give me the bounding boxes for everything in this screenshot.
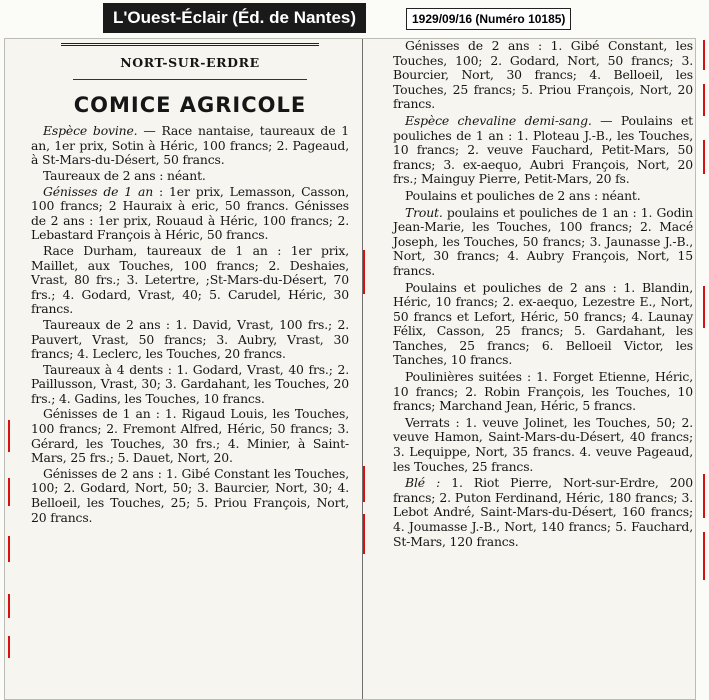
paragraph: Poulains et pouliches de 2 ans : 1. Blandin, Héric, 10 francs; 2. ex-aequo, Lezestre E., Nort, 50 francs et Lefort, Héric, 50 francs; 4. Launay Félix, Casson, 25 francs; 5. Gardahant, les Tanches, 25 francs; 6. Belloeil Victor, les Tanches, 10 francs. [393, 279, 693, 368]
paragraph: Trout. poulains et pouliches de 1 an : 1. Godin Jean-Marie, les Touches, 100 francs; 2. Macé Joseph, les Touches, 50 francs; 3. Jaunasse J.-B., Nort, 30 francs; 4. Aubry François, Nort, 15 francs. [393, 204, 693, 278]
paragraph: Génisses de 1 an : 1. Rigaud Louis, les Touches, 100 francs; 2. Fremont Alfred, Héric, 50 francs; 3. Gérard, les Touches, 30 frs.; 4. Minier, à Saint-Mars, 25 frs.; 5. Dauet, Nort, 20. [31, 406, 349, 466]
article-title: COMICE AGRICOLE [73, 92, 307, 117]
margin-mark [703, 84, 705, 116]
issue-date: 1929/09/16 (Numéro 10185) [406, 8, 571, 30]
newspaper-title: L'Ouest-Éclair (Éd. de Nantes) [103, 3, 366, 33]
column-divider [362, 39, 363, 699]
paragraph: Verrats : 1. veuve Jolinet, les Touches, 50; 2. veuve Hamon, Saint-Mars-du-Désert, 40 francs; 3. Lequippe, Nort, 35 francs. 4. veuve Pageaud, les Touches, 25 francs. [393, 414, 693, 474]
paragraph: Taureaux de 2 ans : 1. David, Vrast, 100 frs.; 2. Pauvert, Vrast, 50 francs; 3. Aubry, Vrast, 30 francs; 4. Leclerc, les Touches, 20 francs. [31, 316, 349, 362]
margin-mark [363, 466, 365, 502]
margin-mark [363, 514, 365, 554]
paragraph: Génisses de 2 ans : 1. Gibé Constant, les Touches, 100; 2. Godard, Nort, 50 francs; 3. Bourcier, Nort, 30 francs; 4. Belloeil, les Touches, 25 francs; 5. Priou François, Nort, 20 francs. [393, 38, 693, 112]
section-label: Trout. [405, 204, 443, 220]
newspaper-clipping [4, 38, 696, 700]
paragraph: Poulinières suitées : 1. Forget Etienne, Héric, 10 francs; 2. Robin François, les Touches, 10 francs; Marchand Jean, Héric, 5 francs. [393, 369, 693, 414]
paragraph: Génisses de 2 ans : 1. Gibé Constant les Touches, 100; 2. Godard, Nort, 50; 3. Baurcier, Nort, 30; 4. Belloeil, les Touches, 25; 5. Priou François, Nort, 20 francs. [31, 465, 349, 525]
left-column [31, 39, 349, 526]
paragraph: Taureaux à 4 dents : 1. Godard, Vrast, 40 frs.; 2. Paillusson, Vrast, 30; 3. Gardahant, les Touches, 20 frs.; 4. Gadins, les Touches, 10 francs. [31, 361, 349, 406]
article-place: NORT-SUR-ERDRE [120, 55, 260, 70]
margin-mark [703, 286, 705, 328]
margin-mark [363, 250, 365, 294]
paragraph: Race Durham, taureaux de 1 an : 1er prix, Maillet, aux Touches, 100 francs; 2. Deshaies, Vrast, 80 frs.; 3. Letertre, ;St-Mars-du-Désert, 70 frs.; 4. Godard, Vrast, 40; 5. Carudel, Héric, 30 francs. [31, 242, 349, 317]
margin-mark [8, 594, 10, 618]
paragraph: Espèce chevaline demi-sang. — Poulains et pouliches de 1 an : 1. Ploteau J.-B., les Touches, 10 francs; 2. veuve Fauchard, Petit-Mars, 50 francs; 3. ex-aequo, Aubri François, Nort, 20 frs.; Mainguy Pierre, Petit-Mars, 20 fs. [393, 112, 693, 187]
margin-mark [703, 532, 705, 580]
margin-mark [703, 474, 705, 518]
paragraph: Taureaux de 2 ans : néant. [43, 167, 206, 183]
margin-mark [8, 478, 10, 506]
right-column [393, 39, 693, 551]
section-label: Espèce chevaline demi-sang. [405, 112, 592, 128]
place-rule [73, 79, 307, 80]
margin-mark [8, 536, 10, 562]
gallica-header [0, 0, 709, 36]
margin-mark [8, 636, 10, 658]
margin-mark [8, 420, 10, 452]
section-label: Blé : [405, 475, 441, 491]
paragraph: Espèce bovine. — Race nantaise, taureaux de 1 an, 1er prix, Sotin à Héric, 100 francs; 2. Pageaud, à St-Mars-du-Désert, 50 francs. [31, 123, 349, 168]
paragraph: Blé : 1. Riot Pierre, Nort-sur-Erdre, 200 francs; 2. Puton Ferdinand, Héric, 180 francs; 3. Lebot André, Saint-Mars-du-Désert, 160 francs; 4. Joumasse J.-B., Nort, 140 francs; 5. Fauchard, St-Mars, 120 francs. [393, 475, 693, 549]
section-label: Génisses de 1 an [43, 183, 154, 199]
top-rule [61, 43, 319, 46]
section-label: Espèce bovine. [43, 123, 138, 139]
margin-mark [703, 140, 705, 174]
paragraph: Génisses de 1 an : 1er prix, Lemasson, Casson, 100 francs; 2 Hauraix à eric, 50 francs. Génisses de 2 ans : 1er prix, Rouaud à Héric, 100 francs; 2. Lebastard François à Héric, 50 francs. [31, 183, 350, 243]
margin-mark [703, 40, 705, 70]
paragraph: Poulains et pouliches de 2 ans : néant. [405, 187, 641, 203]
